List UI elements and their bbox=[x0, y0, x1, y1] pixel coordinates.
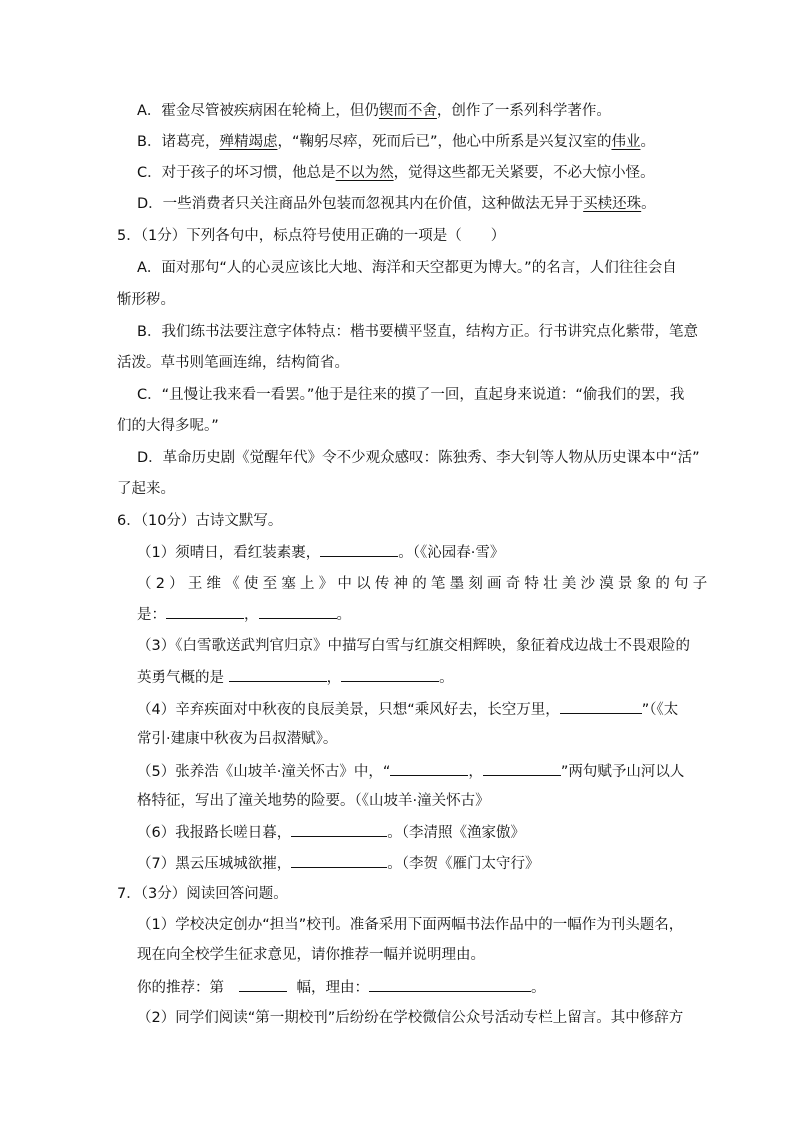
underlined-word: 伟业 bbox=[611, 134, 641, 150]
q6-stem: 6．（10分）古诗文默写。 bbox=[117, 513, 283, 529]
q5-option-a-line2: 惭形秽。 bbox=[117, 292, 175, 308]
q7-part-1-line1: （1）学校决定创办“担当”校刊。准备采用下面两幅书法作品中的一幅作为刊头题名， bbox=[137, 917, 684, 933]
underlined-idiom: 锲而不舍 bbox=[378, 103, 437, 119]
answer-blank[interactable] bbox=[166, 604, 244, 619]
q6-item-1: （1）须晴日，看红装素裹， 。（《沁园春·雪》 bbox=[137, 542, 504, 563]
q7-recommendation: 你的推荐：第 幅，理由： 。 bbox=[137, 977, 546, 998]
q5-option-d-line2: 了起来。 bbox=[117, 481, 175, 497]
q7-part-1-line2: 现在向全校学生征求意见，请你推荐一幅并说明理由。 bbox=[137, 947, 485, 963]
answer-blank[interactable] bbox=[341, 667, 439, 682]
q4-option-c: C．对于孩子的坏习惯，他总是不以为然，觉得这些都无关紧要，不必大惊小怪。 bbox=[137, 165, 655, 181]
answer-blank[interactable] bbox=[390, 761, 468, 776]
q6-item-5-line1: （5）张养浩《山坡羊·潼关怀古》中，“ ， ”两句赋予山河以人 bbox=[137, 761, 684, 782]
q6-item-3-line2: 英勇气概的是 ， 。 bbox=[137, 667, 454, 688]
q4-option-d: D．一些消费者只关注商品外包装而忽视其内在价值，这种做法无异于买椟还珠。 bbox=[137, 196, 656, 212]
q6-item-2-line2: 是： ， 。 bbox=[137, 604, 351, 625]
q6-item-5-line2: 格特征，写出了潼关地势的险要。（《山坡羊·潼关怀古》 bbox=[137, 793, 490, 809]
answer-blank[interactable] bbox=[291, 822, 387, 837]
answer-blank[interactable] bbox=[291, 853, 387, 868]
q6-item-4-line2: 常引·建康中秋夜为吕叔潜赋》。 bbox=[137, 731, 338, 747]
q5-option-b-line1: B．我们练书法要注意字体特点：楷书要横平竖直，结构方正。行书讲究点化紫带，笔意 bbox=[137, 324, 698, 340]
q5-option-b-line2: 活泼。草书则笔画连绵，结构简省。 bbox=[117, 355, 349, 371]
q5-stem: 5．（1分）下列各句中，标点符号使用正确的一项是（ ） bbox=[117, 228, 506, 244]
underlined-idiom: 不以为然 bbox=[335, 165, 394, 181]
q6-item-4-line1: （4）辛弃疾面对中秋夜的良辰美景，只想“乘风好去，长空万里， ”（《太 bbox=[137, 699, 678, 720]
answer-blank[interactable] bbox=[483, 761, 561, 776]
answer-blank[interactable] bbox=[239, 977, 287, 992]
q6-item-2-line1: （2）王维《使至塞上》中以传神的笔墨刻画奇特壮美沙漠景象的句子 bbox=[137, 576, 712, 592]
q6-item-7: （7）黑云压城城欲摧， 。（李贺《雁门太守行》 bbox=[137, 853, 539, 874]
q6-item-6: （6）我报路长嗟日暮， 。（李清照《渔家傲》 bbox=[137, 822, 525, 843]
underlined-idiom: 殚精竭虑 bbox=[219, 134, 278, 150]
q5-option-c-line2: 们的大得多呢。” bbox=[117, 418, 219, 434]
q5-option-a-line1: A．面对那句“人的心灵应该比大地、海洋和天空都更为博大。”的名言，人们往往会自 bbox=[137, 260, 677, 276]
q7-stem: 7．（3分）阅读回答问题。 bbox=[117, 886, 288, 902]
answer-blank[interactable] bbox=[369, 977, 531, 992]
answer-blank[interactable] bbox=[259, 604, 337, 619]
q4-option-b: B．诸葛亮，殚精竭虑，“鞠躬尽瘁，死而后已”，他心中所系是兴复汉室的伟业。 bbox=[137, 134, 655, 150]
answer-blank[interactable] bbox=[560, 699, 642, 714]
underlined-idiom: 买椟还珠 bbox=[583, 196, 642, 212]
answer-blank[interactable] bbox=[229, 667, 327, 682]
q6-item-3-line1: （3）《白雪歌送武判官归京》中描写白雪与红旗交相辉映，象征着戍边战士不畏艰险的 bbox=[137, 638, 690, 654]
q4-option-a: A．霍金尽管被疾病困在轮椅上，但仍锲而不舍，创作了一系列科学著作。 bbox=[137, 103, 611, 119]
q7-part-2-line1: （2）同学们阅读“第一期校刊”后纷纷在学校微信公众号活动专栏上留言。其中修辞方 bbox=[137, 1010, 684, 1026]
answer-blank[interactable] bbox=[320, 542, 398, 557]
q5-option-d-line1: D．革命历史剧《觉醒年代》令不少观众感叹：陈独秀、李大钊等人物从历史课本中“活” bbox=[137, 450, 700, 466]
q5-option-c-line1: C．“且慢让我来看一看罢。”他于是往来的摸了一回，直起身来说道：“偷我们的罢，我 bbox=[137, 387, 685, 403]
